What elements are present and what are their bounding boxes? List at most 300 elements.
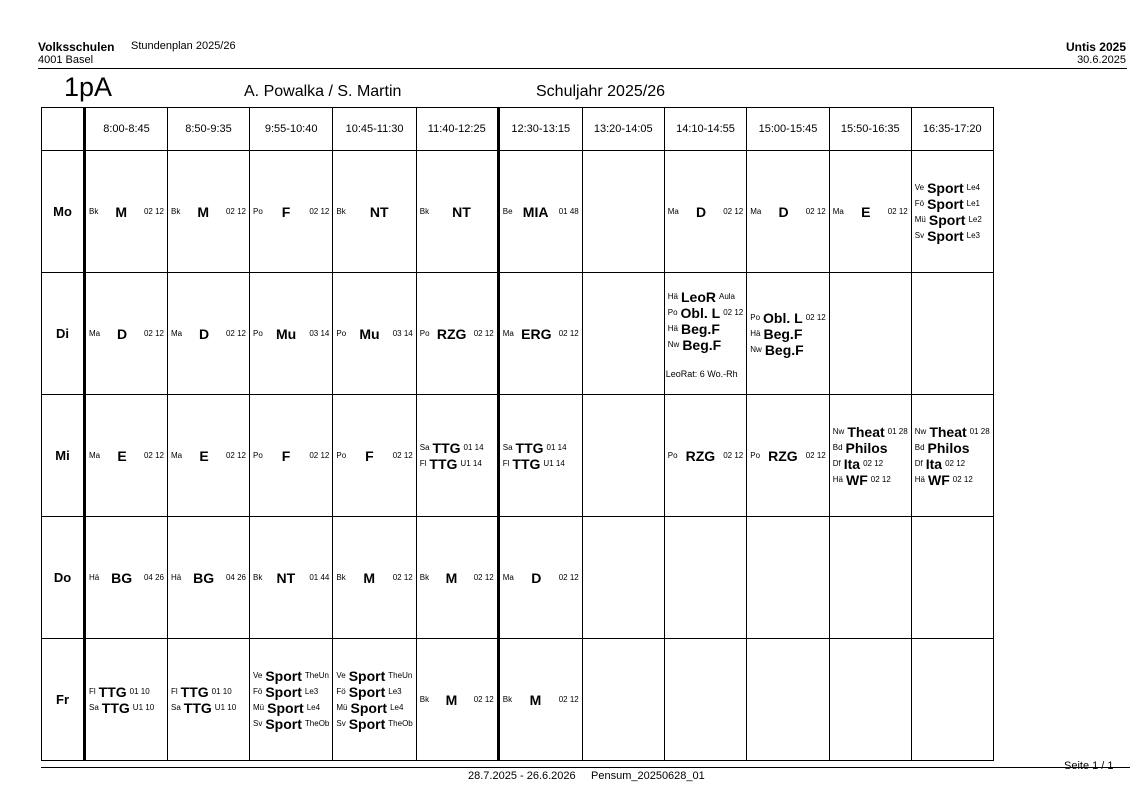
lesson-stack	[86, 571, 167, 585]
lesson-entry	[333, 685, 415, 699]
subject-code: Beg.F	[682, 336, 722, 353]
day-row	[42, 273, 994, 395]
lesson-entry	[830, 425, 911, 439]
lesson-entry	[747, 327, 829, 341]
teacher-code: Po	[667, 450, 678, 460]
subject-code: D	[695, 203, 707, 220]
teacher-code: Be	[502, 206, 513, 216]
lesson-cell[interactable]	[498, 395, 582, 517]
lesson-cell[interactable]	[250, 639, 333, 761]
lesson-entry	[333, 669, 415, 683]
subject-code: D	[531, 569, 542, 586]
lesson-cell[interactable]	[498, 151, 582, 273]
teacher-code: Ma	[502, 572, 514, 582]
lesson-entry	[417, 327, 497, 341]
period-header: 8:00-8:45	[85, 108, 168, 151]
teacher-code: Hä	[89, 572, 100, 582]
subject-code: Ita	[925, 455, 943, 472]
room-code: 01 28	[887, 426, 908, 436]
room-code: 02 12	[945, 458, 966, 468]
teacher-code: Hä	[832, 474, 843, 484]
subject-code: E	[199, 447, 209, 464]
validity-period: 28.7.2025 - 26.6.2026	[468, 770, 576, 782]
lesson-cell[interactable]	[250, 517, 333, 639]
lesson-entry	[747, 205, 829, 219]
subject-code: Sport	[265, 667, 302, 684]
room-code: TheUn	[304, 670, 329, 680]
subject-code: NT	[369, 203, 389, 220]
teacher-code: Nw	[750, 344, 762, 354]
teacher-code: Ma	[667, 206, 679, 216]
room-code: Le2	[968, 214, 982, 224]
lesson-cell[interactable]	[664, 273, 747, 395]
lesson-cell[interactable]	[829, 517, 911, 639]
lesson-cell[interactable]	[664, 517, 747, 639]
lesson-cell[interactable]	[664, 151, 747, 273]
school-address: 4001 Basel	[38, 54, 94, 66]
teacher-code: Ma	[832, 206, 844, 216]
lesson-cell[interactable]	[333, 517, 416, 639]
subject-code: D	[116, 325, 128, 342]
period-header: 9:55-10:40	[250, 108, 333, 151]
lesson-cell[interactable]	[747, 395, 830, 517]
teacher-code: Po	[419, 328, 430, 338]
lesson-stack	[830, 424, 911, 488]
lesson-entry	[417, 457, 497, 471]
lesson-cell[interactable]	[85, 517, 168, 639]
teacher-code: Ma	[171, 328, 183, 338]
lesson-stack	[168, 327, 249, 341]
room-code: 02 12	[143, 206, 164, 216]
lesson-entry	[500, 571, 582, 585]
lesson-cell[interactable]	[168, 395, 250, 517]
lesson-cell[interactable]	[416, 273, 498, 395]
teacher-code: Sa	[171, 702, 181, 712]
teacher-code: Sv	[253, 718, 263, 728]
subject-code: Theat	[929, 423, 967, 440]
teacher-code: Sa	[89, 702, 99, 712]
teacher-code: Nw	[667, 339, 680, 349]
lesson-note: LeoRat: 6 Wo.-Rh	[665, 368, 738, 379]
lesson-stack	[333, 205, 415, 219]
subject-code: Sport	[350, 699, 388, 716]
room-code: 02 12	[473, 572, 494, 582]
lesson-cell[interactable]	[747, 517, 830, 639]
lesson-entry	[250, 701, 332, 715]
lesson-entry	[333, 701, 415, 715]
period-header-row	[42, 108, 994, 151]
teacher-code: Po	[253, 328, 263, 338]
lesson-entry	[333, 717, 415, 731]
teacher-code: Sa	[502, 442, 513, 452]
lesson-entry	[912, 441, 993, 455]
period-header: 15:00-15:45	[747, 108, 830, 151]
lesson-stack	[417, 440, 497, 472]
lesson-cell[interactable]	[250, 395, 333, 517]
teacher-code: Mü	[336, 702, 348, 712]
room-code: 02 12	[805, 206, 826, 216]
room-code: 01 44	[309, 572, 330, 582]
lesson-cell[interactable]	[416, 151, 498, 273]
room-code: 03 14	[392, 328, 413, 338]
lesson-entry	[912, 229, 993, 243]
room-code: 02 12	[805, 450, 826, 460]
lesson-cell[interactable]	[168, 273, 250, 395]
room-code: Le3	[966, 230, 981, 240]
room-code: 02 12	[143, 328, 164, 338]
lesson-entry	[747, 311, 829, 325]
lesson-entry	[830, 441, 911, 455]
room-code: 02 12	[473, 694, 494, 704]
subject-code: RZG	[768, 447, 798, 464]
lesson-cell[interactable]	[911, 151, 993, 273]
teacher-code: Fl	[89, 686, 96, 696]
room-code: 02 12	[870, 474, 891, 484]
lesson-entry	[168, 205, 249, 219]
room-code: 02 12	[309, 206, 330, 216]
teacher-code: Po	[253, 450, 263, 460]
lesson-stack	[912, 180, 993, 244]
lesson-entry	[912, 473, 993, 487]
lesson-cell[interactable]	[747, 151, 830, 273]
subject-code: TTG	[429, 455, 458, 472]
subject-code: TTG	[432, 439, 461, 456]
teacher-code: Po	[667, 307, 678, 317]
lesson-entry	[86, 571, 167, 585]
lesson-entry	[665, 322, 747, 336]
subject-code: TTG	[180, 683, 209, 700]
room-code: U1 10	[214, 702, 237, 712]
lesson-entry	[417, 693, 497, 707]
teacher-code: Ve	[253, 670, 263, 680]
subject-code: M	[445, 691, 458, 708]
subject-code: TTG	[512, 455, 541, 472]
teacher-code: Hä	[914, 474, 925, 484]
lesson-cell[interactable]	[747, 639, 830, 761]
corner-cell	[42, 108, 85, 151]
lesson-entry	[500, 457, 582, 471]
lesson-cell[interactable]	[85, 151, 168, 273]
room-code: Le4	[966, 182, 981, 192]
lesson-stack	[333, 449, 415, 463]
subject-code: Beg.F	[764, 341, 804, 358]
lesson-entry	[333, 571, 415, 585]
subject-code: Sport	[348, 683, 386, 700]
lesson-entry	[912, 181, 993, 195]
lesson-entry	[333, 205, 415, 219]
teacher-code: Bk	[171, 206, 181, 216]
room-code: 02 12	[392, 572, 413, 582]
class-name: 1pA	[64, 72, 113, 102]
lesson-cell[interactable]	[829, 273, 911, 395]
room-code: 02 12	[723, 450, 744, 460]
pensum-id: Pensum_20250628_01	[591, 770, 705, 782]
lesson-cell[interactable]	[829, 395, 911, 517]
subject-code: E	[117, 447, 127, 464]
teacher-code: Ma	[89, 450, 101, 460]
lesson-entry	[500, 205, 582, 219]
subject-code: Philos	[845, 439, 888, 456]
lesson-cell[interactable]	[498, 517, 582, 639]
subject-code: D	[198, 325, 210, 342]
lesson-cell[interactable]	[498, 273, 582, 395]
room-code: Le3	[388, 686, 402, 696]
subject-code: Sport	[265, 715, 302, 732]
teacher-code: Bk	[336, 572, 346, 582]
teacher-code: Nw	[914, 426, 927, 436]
lesson-stack	[417, 205, 497, 219]
teacher-code: Bk	[336, 206, 346, 216]
period-header: 8:50-9:35	[168, 108, 250, 151]
room-code: 04 26	[143, 572, 164, 582]
lesson-entry	[168, 685, 249, 699]
lesson-entry	[250, 669, 332, 683]
room-code: TheOb	[388, 718, 413, 728]
lesson-cell[interactable]	[582, 273, 664, 395]
lesson-stack	[168, 684, 249, 716]
room-code: Le3	[304, 686, 319, 696]
lesson-stack	[250, 205, 332, 219]
subject-code: RZG	[436, 325, 467, 342]
teacher-code: Hä	[171, 572, 182, 582]
room-code: 02 12	[473, 328, 494, 338]
teacher-code: Fl	[502, 458, 510, 468]
teacher-code: Po	[336, 450, 347, 460]
lesson-stack	[500, 205, 582, 219]
lesson-stack	[250, 327, 332, 341]
lesson-stack	[912, 424, 993, 488]
lesson-entry	[168, 327, 249, 341]
subject-code: E	[861, 203, 871, 220]
day-label: Di	[42, 273, 85, 395]
teacher-code: Sa	[419, 442, 430, 452]
subject-code: TTG	[515, 439, 544, 456]
room-code: 01 10	[211, 686, 232, 696]
lesson-cell[interactable]	[582, 639, 664, 761]
room-code: 02 12	[723, 307, 744, 317]
lesson-entry	[830, 457, 911, 471]
lesson-cell[interactable]	[747, 273, 830, 395]
period-header: 15:50-16:35	[829, 108, 911, 151]
room-code: 01 14	[463, 442, 484, 452]
room-code: 01 28	[969, 426, 990, 436]
lesson-stack	[665, 205, 747, 219]
lesson-cell[interactable]	[498, 639, 582, 761]
print-date: 30.6.2025	[1077, 54, 1126, 66]
room-code: Le4	[306, 702, 321, 712]
room-code: U1 14	[460, 458, 482, 468]
class-teachers: A. Powalka / S. Martin	[244, 83, 402, 100]
lesson-cell[interactable]	[416, 639, 498, 761]
teacher-code: Bk	[419, 694, 430, 704]
school-name: Volksschulen	[38, 40, 115, 54]
lesson-entry	[168, 701, 249, 715]
subject-code: Philos	[927, 439, 970, 456]
room-code: U1 14	[543, 458, 565, 468]
lesson-cell[interactable]	[416, 517, 498, 639]
room-code: 02 12	[309, 450, 330, 460]
teacher-code: Bk	[419, 572, 430, 582]
subject-code: M	[529, 691, 542, 708]
lesson-cell[interactable]	[664, 639, 747, 761]
lesson-entry	[86, 205, 167, 219]
subject-code: WF	[845, 471, 868, 488]
teacher-code: Po	[750, 450, 761, 460]
footer-divider	[41, 767, 1130, 768]
day-label: Mo	[42, 151, 85, 273]
lesson-cell[interactable]	[829, 639, 911, 761]
room-code: 02 12	[558, 694, 579, 704]
lesson-cell[interactable]	[664, 395, 747, 517]
lesson-entry	[912, 425, 993, 439]
lesson-stack	[830, 205, 911, 219]
teacher-code: Bd	[832, 442, 843, 452]
subject-code: Sport	[267, 699, 304, 716]
teacher-code: Fö	[253, 686, 263, 696]
lesson-entry	[250, 717, 332, 731]
subject-code: MIA	[522, 203, 549, 220]
lesson-cell[interactable]	[911, 639, 993, 761]
room-code: Le4	[390, 702, 404, 712]
room-code: 03 14	[309, 328, 330, 338]
day-row	[42, 639, 994, 761]
lesson-stack	[86, 205, 167, 219]
room-code: 01 10	[129, 686, 150, 696]
teacher-code: Po	[750, 312, 761, 322]
lesson-entry	[912, 213, 993, 227]
lesson-cell[interactable]	[85, 273, 168, 395]
period-header: 12:30-13:15	[498, 108, 582, 151]
lesson-stack	[500, 693, 582, 707]
subject-code: D	[778, 203, 789, 220]
subject-code: Sport	[927, 179, 964, 196]
lesson-cell[interactable]	[168, 151, 250, 273]
lesson-cell[interactable]	[582, 517, 664, 639]
subject-code: M	[197, 203, 209, 220]
teacher-code: Hä	[667, 291, 678, 301]
lesson-cell[interactable]	[582, 395, 664, 517]
school-year: Schuljahr 2025/26	[536, 83, 665, 100]
lesson-cell[interactable]	[168, 517, 250, 639]
lesson-stack	[86, 684, 167, 716]
teacher-code: Bk	[253, 572, 263, 582]
lesson-stack	[333, 327, 415, 341]
subject-code: Beg.F	[680, 320, 720, 337]
teacher-code: Bk	[419, 206, 430, 216]
lesson-stack	[250, 571, 332, 585]
lesson-entry	[665, 306, 747, 320]
teacher-code: Sv	[336, 718, 346, 728]
lesson-stack	[333, 571, 415, 585]
subject-code: M	[115, 203, 127, 220]
subject-code: Sport	[348, 715, 386, 732]
lesson-stack	[168, 205, 249, 219]
lesson-cell[interactable]	[911, 395, 993, 517]
room-code: 02 12	[392, 450, 413, 460]
room-code: Le1	[966, 198, 981, 208]
lesson-entry	[86, 327, 167, 341]
subject-code: TTG	[98, 683, 127, 700]
lesson-cell[interactable]	[250, 151, 333, 273]
lesson-stack	[250, 449, 332, 463]
lesson-cell[interactable]	[582, 151, 664, 273]
lesson-entry	[665, 290, 747, 304]
lesson-cell[interactable]	[829, 151, 911, 273]
lesson-stack	[86, 327, 167, 341]
lesson-stack	[500, 571, 582, 585]
teacher-code: Po	[253, 206, 263, 216]
subject-code: F	[365, 447, 374, 464]
lesson-cell[interactable]	[911, 273, 993, 395]
lesson-entry	[912, 197, 993, 211]
period-header: 10:45-11:30	[333, 108, 416, 151]
lesson-entry	[830, 473, 911, 487]
lesson-entry	[86, 449, 167, 463]
room-code: 01 14	[546, 442, 567, 452]
lesson-cell[interactable]	[416, 395, 498, 517]
room-code: 02 12	[863, 458, 884, 468]
lesson-cell[interactable]	[85, 395, 168, 517]
lesson-cell[interactable]	[333, 395, 416, 517]
day-label: Mi	[42, 395, 85, 517]
day-label: Do	[42, 517, 85, 639]
room-code: 01 48	[558, 206, 579, 216]
lesson-entry	[500, 441, 582, 455]
room-code: 02 12	[558, 328, 579, 338]
lesson-cell[interactable]	[333, 639, 416, 761]
teacher-code: Fl	[171, 686, 178, 696]
lesson-stack	[417, 693, 497, 707]
lesson-entry	[250, 205, 332, 219]
lesson-entry	[250, 327, 332, 341]
teacher-code: Fö	[336, 686, 346, 696]
room-code: 02 12	[225, 328, 246, 338]
day-row	[42, 151, 994, 273]
teacher-code: Ma	[502, 328, 514, 338]
room-code: 02 12	[558, 572, 579, 582]
subject-code: Ita	[843, 455, 861, 472]
teacher-code: Bk	[502, 694, 513, 704]
lesson-cell[interactable]	[911, 517, 993, 639]
lesson-entry	[500, 693, 582, 707]
room-code: 02 12	[143, 450, 164, 460]
lesson-stack	[500, 327, 582, 341]
lesson-stack	[168, 449, 249, 463]
lesson-cell[interactable]	[85, 639, 168, 761]
room-code: 02 12	[723, 206, 744, 216]
teacher-code: Ma	[750, 206, 762, 216]
lesson-stack	[747, 205, 829, 219]
room-code: U1 10	[132, 702, 155, 712]
subject-code: ERG	[521, 325, 552, 342]
header-divider	[38, 68, 1127, 69]
lesson-cell[interactable]	[333, 273, 416, 395]
subject-code: Beg.F	[763, 325, 803, 342]
teacher-code: Ma	[89, 328, 101, 338]
lesson-cell[interactable]	[168, 639, 250, 761]
lesson-entry	[417, 571, 497, 585]
lesson-cell[interactable]	[250, 273, 333, 395]
lesson-entry	[665, 205, 747, 219]
lesson-cell[interactable]	[333, 151, 416, 273]
subject-code: F	[281, 203, 291, 220]
lesson-entry	[747, 449, 829, 463]
room-code: 02 12	[952, 474, 973, 484]
lesson-stack	[333, 668, 415, 732]
subject-code: Mu	[359, 325, 380, 342]
lesson-entry	[665, 338, 747, 352]
teacher-code: Sv	[914, 230, 925, 240]
